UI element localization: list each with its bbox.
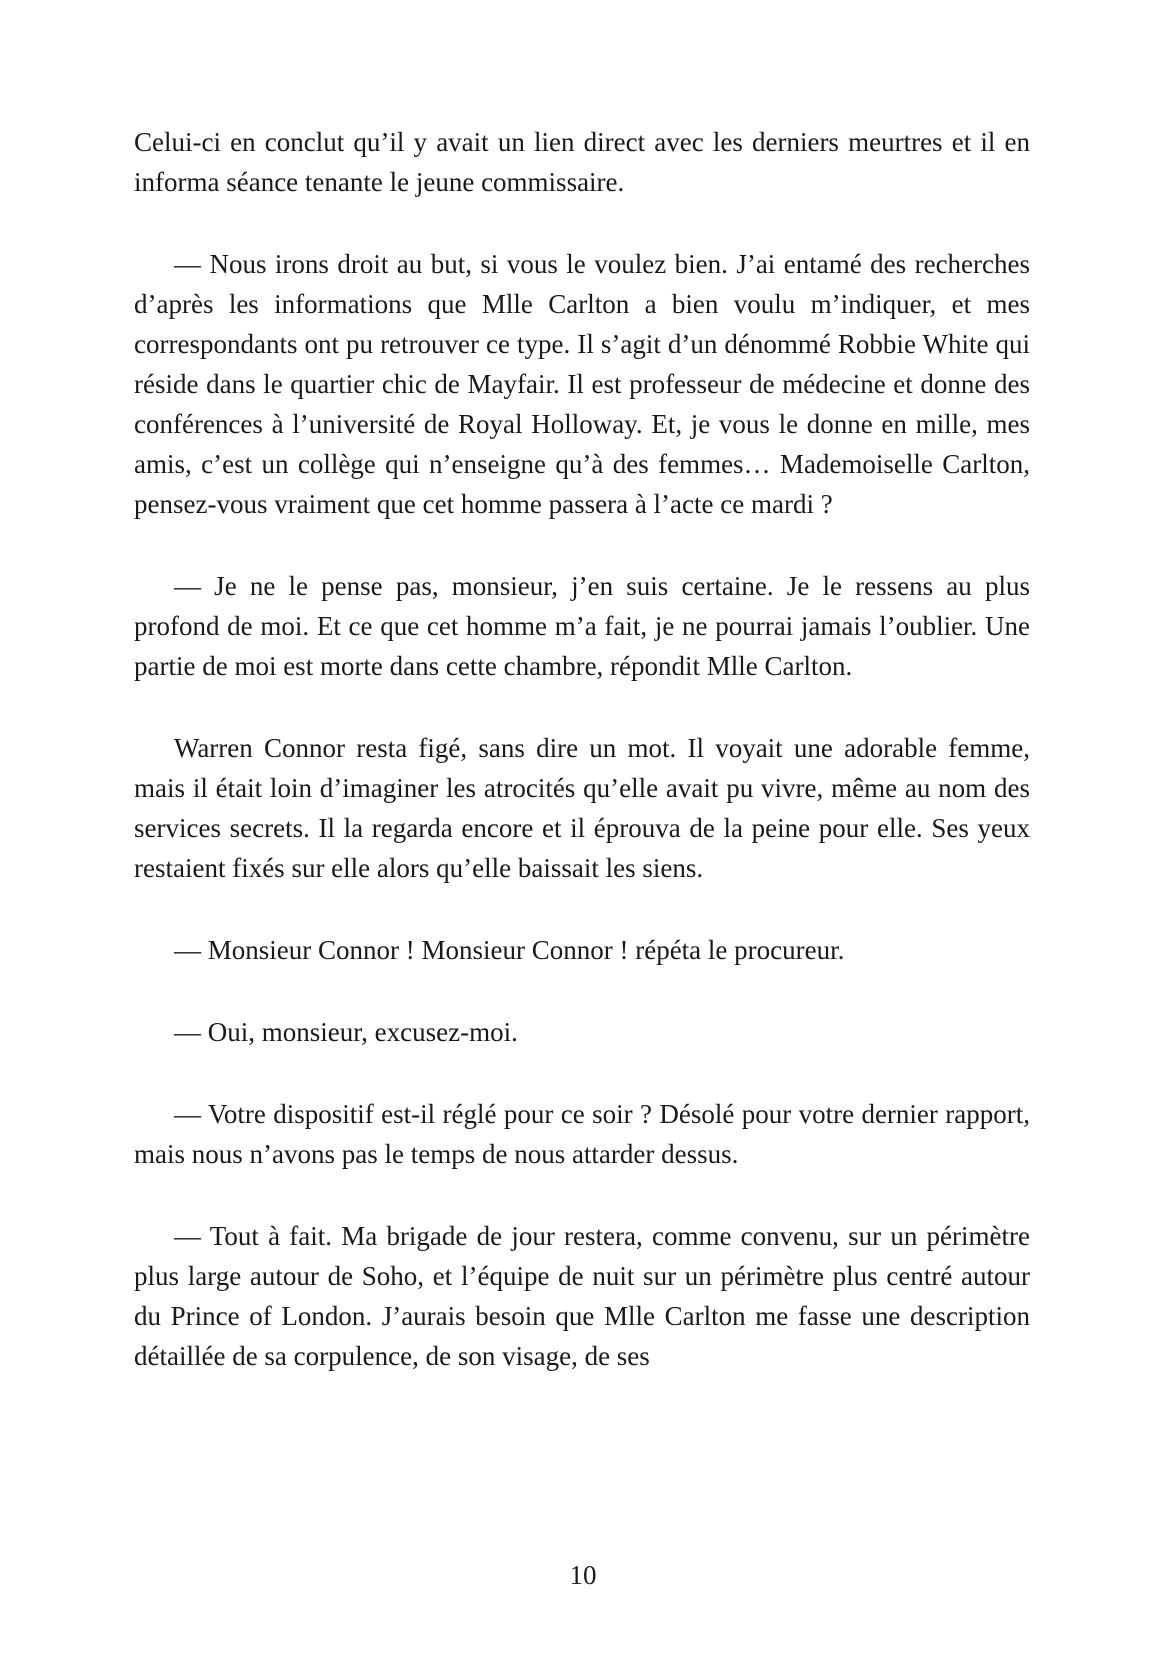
paragraph-7: — Votre dispositif est-il réglé pour ce soir ? Désolé pour votre dernier rapport, mais nous n’avons pas le temps de nous attarder dessus. xyxy=(134,1099,1030,1169)
page-number: 10 xyxy=(569,1560,597,1590)
paragraph-4: Warren Connor resta figé, sans dire un mot. Il voyait une adorable femme, mais il était loin d’imaginer les atrocités qu’elle avait pu vivre, même au nom des services secrets. Il la regarda encore et il éprouva de la peine pour elle. Ses yeux restaient fixés sur elle alors qu’elle baissait les siens. xyxy=(134,733,1030,883)
page-body xyxy=(134,122,1030,1376)
paragraph-1: Celui-ci en conclut qu’il y avait un lien direct avec les derniers meurtres et il en informa séance tenante le jeune commissaire. xyxy=(134,127,1030,197)
paragraph-2: — Nous irons droit au but, si vous le voulez bien. J’ai entamé des recherches d’après les informations que Mlle Carlton a bien voulu m’indiquer, et mes correspondants ont pu retrouver ce type. Il s’agit d’un dénommé Robbie White qui réside dans le quartier chic de Mayfair. Il est professeur de médecine et donne des conférences à l’université de Royal Holloway. Et, je vous le donne en mille, mes amis, c’est un collège qui n’enseigne qu’à des femmes… Mademoiselle Carlton, pensez-vous vraiment que cet homme passera à l’acte ce mardi ? xyxy=(134,249,1030,519)
paragraph-5: — Monsieur Connor ! Monsieur Connor ! répéta le procureur. xyxy=(174,935,845,965)
paragraph-3: — Je ne le pense pas, monsieur, j’en suis certaine. Je le ressens au plus profond de moi. Et ce que cet homme m’a fait, je ne pourrai jamais l’oublier. Une partie de moi est morte dans cette chambre, répondit Mlle Carlton. xyxy=(134,571,1030,681)
paragraph-8: — Tout à fait. Ma brigade de jour restera, comme convenu, sur un périmètre plus large autour de Soho, et l’équipe de nuit sur un périmètre plus centré autour du Prince of London. J’aurais besoin que Mlle Carlton me fasse une description détaillée de sa corpulence, de son visage, de ses xyxy=(134,1221,1030,1371)
paragraph-6: — Oui, monsieur, excusez-moi. xyxy=(174,1017,518,1047)
